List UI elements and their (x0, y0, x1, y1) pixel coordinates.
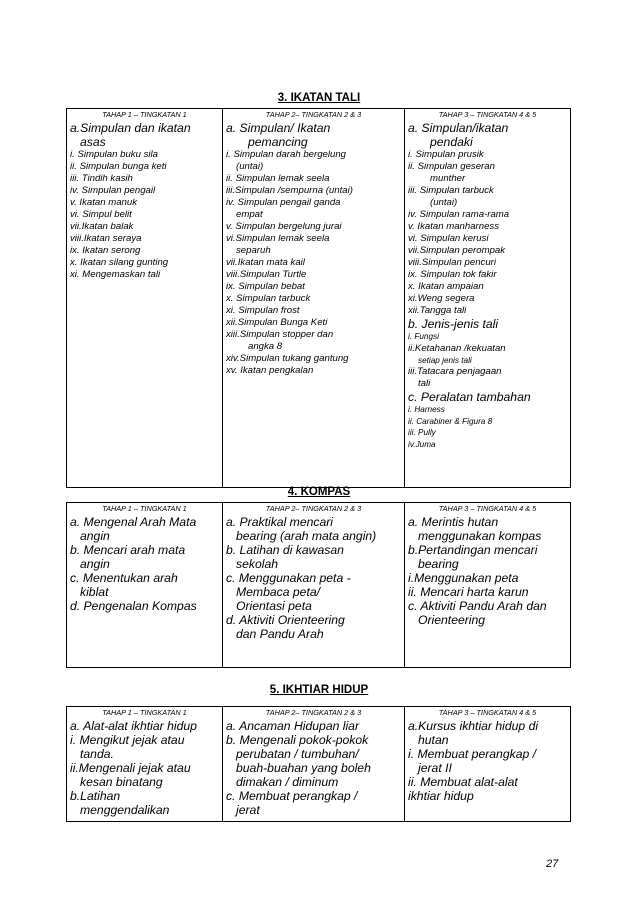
list-item: xv. Ikatan pengkalan (226, 365, 314, 376)
list-item: pendaki (430, 135, 473, 149)
cell-tahap-1 (67, 121, 223, 487)
list-item: iv. Simpulan pengail ganda (226, 197, 341, 208)
list-item: hutan (418, 733, 449, 747)
list-item: ikhtiar hidup (408, 789, 474, 803)
header-tahap-2: TAHAP 2– TINGKATAN 2 & 3 (223, 707, 405, 720)
list-item: viii.Ikatan seraya (70, 233, 142, 244)
list-item: ii. Simpulan geseran (408, 161, 495, 172)
list-item: Orienteering (418, 613, 486, 627)
list-item: b. Jenis-jenis tali (408, 317, 499, 331)
cell-tahap-2 (223, 515, 405, 667)
list-item: empat (236, 209, 263, 220)
header-tahap-2: TAHAP 2– TINGKATAN 2 & 3 (223, 503, 405, 516)
list-item: i. Simpulan buku sila (70, 149, 158, 160)
list-item: kiblat (80, 585, 109, 599)
list-item: iii.Tatacara penjagaan (408, 366, 502, 377)
list-item: asas (80, 135, 106, 149)
list-item: bearing (418, 557, 459, 571)
list-item: pemancing (248, 135, 308, 149)
list-item: a. Mengenal Arah Mata (70, 515, 197, 529)
section-title-kompas: 4. KOMPAS (287, 486, 351, 498)
list-item: x. Simpulan tarbuck (226, 293, 311, 304)
list-item: Orientasi peta (236, 599, 312, 613)
list-item: ii.Mengenali jejak atau (70, 761, 191, 775)
list-item: menggunakan kompas (418, 529, 542, 543)
list-item: i. Mengikut jejak atau (70, 733, 185, 747)
list-item: iv.Juma (408, 439, 436, 449)
list-item: i. Fungsi (408, 332, 439, 341)
section-title-ikatan-tali: 3. IKATAN TALI (277, 92, 361, 104)
list-item: vii.Ikatan mata kail (226, 257, 305, 268)
list-item: tali (418, 378, 431, 389)
list-item: dimakan / diminum (236, 775, 339, 789)
cell-tahap-1 (67, 515, 223, 667)
list-item: xii.Tangga tali (408, 305, 467, 316)
list-item: munther (430, 173, 466, 184)
list-item: iv. Simpulan pengail (70, 185, 156, 196)
list-item: d. Pengenalan Kompas (70, 599, 197, 613)
list-item: (untai) (236, 161, 264, 172)
header-tahap-2: TAHAP 2– TINGKATAN 2 & 3 (223, 109, 405, 122)
list-item: vii.Simpulan perompak (408, 245, 506, 256)
list-item: iii. Simpulan tarbuck (408, 185, 494, 196)
list-item: a. Praktikal mencari (226, 515, 334, 529)
list-item: ii. Simpulan lemak seela (226, 173, 330, 184)
table-ikatan-tali (66, 108, 571, 488)
list-item: ii. Mencari harta karun (408, 585, 529, 599)
list-item: xiii.Simpulan stopper dan (226, 329, 334, 340)
list-item: angin (80, 557, 110, 571)
list-item: v. Ikatan manuk (70, 197, 138, 208)
list-item: xii.Simpulan Bunga Keti (226, 317, 328, 328)
list-item: ii. Carabiner & Figura 8 (408, 416, 493, 426)
list-item: viii.Simpulan pencuri (408, 257, 496, 268)
list-item: c. Aktiviti Pandu Arah dan (408, 599, 547, 613)
header-tahap-3: TAHAP 3 – TINGKATAN 4 & 5 (405, 109, 571, 122)
list-item: i. Simpulan darah bergelung (226, 149, 347, 160)
list-item: a. Alat-alat ikhtiar hidup (70, 719, 197, 733)
list-item: jerat (236, 803, 260, 817)
list-item: a.Kursus ikhtiar hidup di (408, 719, 539, 733)
list-item: a. Ancaman Hidupan liar (226, 719, 360, 733)
list-item: menggendalikan (80, 803, 170, 817)
list-item: setiap jenis tali (418, 355, 472, 365)
cell-tahap-3 (405, 719, 571, 821)
list-item: iii. Tindih kasih (70, 173, 133, 184)
list-item: i. Harness (408, 405, 445, 414)
list-item: vi. Simpul belit (70, 209, 132, 220)
cell-tahap-3 (405, 515, 571, 667)
list-item: b.Pertandingan mencari (408, 543, 538, 557)
list-item: iii. Pully (408, 428, 436, 437)
list-item: a. Simpulan/ikatan (408, 121, 509, 135)
header-tahap-1: TAHAP 1 – TINGKATAN 1 (67, 503, 223, 516)
list-item: b. Latihan di kawasan (226, 543, 344, 557)
list-item: i.Menggunakan peta (408, 571, 519, 585)
list-item: v. Simpulan bergelung jurai (226, 221, 342, 232)
list-item: tanda. (80, 747, 114, 761)
list-item: x. Ikatan silang gunting (70, 257, 169, 268)
list-item: bearing (arah mata angin) (236, 529, 377, 543)
list-item: vi. Simpulan kerusi (408, 233, 489, 244)
list-item: ix. Ikatan serong (70, 245, 141, 256)
section-title-ikhtiar-hidup: 5. IKHTIAR HIDUP (269, 684, 369, 696)
list-item: (untai) (430, 197, 458, 208)
list-item: buah-buahan yang boleh (236, 761, 371, 775)
list-item: a. Merintis hutan (408, 515, 499, 529)
list-item: iv. Simpulan rama-rama (408, 209, 510, 220)
cell-tahap-1 (67, 719, 223, 821)
cell-tahap-2 (223, 121, 405, 487)
list-item: xiv.Simpulan tukang gantung (226, 353, 349, 364)
list-item: sekolah (236, 557, 279, 571)
header-tahap-3: TAHAP 3 – TINGKATAN 4 & 5 (405, 707, 571, 720)
list-item: b. Mengenali pokok-pokok (226, 733, 369, 747)
list-item: ix. Simpulan bebat (226, 281, 305, 292)
list-item: angin (80, 529, 110, 543)
list-item: xi. Mengemaskan tali (70, 269, 161, 280)
list-item: dan Pandu Arah (236, 627, 324, 641)
list-item: kesan binatang (80, 775, 163, 789)
cell-tahap-2 (223, 719, 405, 821)
list-item: c. Menentukan arah (70, 571, 178, 585)
header-tahap-1: TAHAP 1 – TINGKATAN 1 (67, 707, 223, 720)
list-item: perubatan / tumbuhan/ (236, 747, 359, 761)
list-item: ix. Simpulan tok fakir (408, 269, 497, 280)
list-item: jerat II (418, 761, 452, 775)
cell-tahap-3 (405, 121, 571, 487)
list-item: a. Simpulan/ Ikatan (226, 121, 331, 135)
list-item: vii.Ikatan balak (70, 221, 134, 232)
list-item: b.Latihan (70, 789, 121, 803)
list-item: angka 8 (248, 341, 283, 352)
list-item: ii. Simpulan bunga keti (70, 161, 167, 172)
list-item: xi. Simpulan frost (226, 305, 300, 316)
list-item: xi.Weng segera (408, 293, 475, 304)
header-tahap-1: TAHAP 1 – TINGKATAN 1 (67, 109, 223, 122)
list-item: viii.Simpulan Turtle (226, 269, 307, 280)
list-item: a.Simpulan dan ikatan (70, 121, 191, 135)
list-item: d. Aktiviti Orienteering (226, 613, 345, 627)
list-item: i. Membuat perangkap / (408, 747, 537, 761)
page-number: 27 (546, 858, 559, 870)
list-item: Membaca peta/ (236, 585, 321, 599)
list-item: ii.Ketahanan /kekuatan (408, 342, 506, 354)
list-item: i. Simpulan prusik (408, 149, 484, 160)
list-item: iii.Simpulan /sempurna (untai) (226, 185, 353, 196)
header-tahap-3: TAHAP 3 – TINGKATAN 4 & 5 (405, 503, 571, 516)
table-ikhtiar-hidup (66, 706, 571, 822)
list-item: c. Menggunakan peta - (226, 571, 351, 585)
list-item: separuh (236, 245, 271, 256)
list-item: vi.Simpulan lemak seela (226, 233, 330, 244)
list-item: x. Ikatan ampaian (408, 281, 484, 292)
table-kompas (66, 502, 571, 668)
list-item: c. Peralatan tambahan (408, 390, 531, 404)
list-item: b. Mencari arah mata (70, 543, 186, 557)
list-item: v. Ikatan manharness (408, 221, 500, 232)
list-item: c. Membuat perangkap / (226, 789, 358, 803)
list-item: ii. Membuat alat-alat (408, 775, 518, 789)
